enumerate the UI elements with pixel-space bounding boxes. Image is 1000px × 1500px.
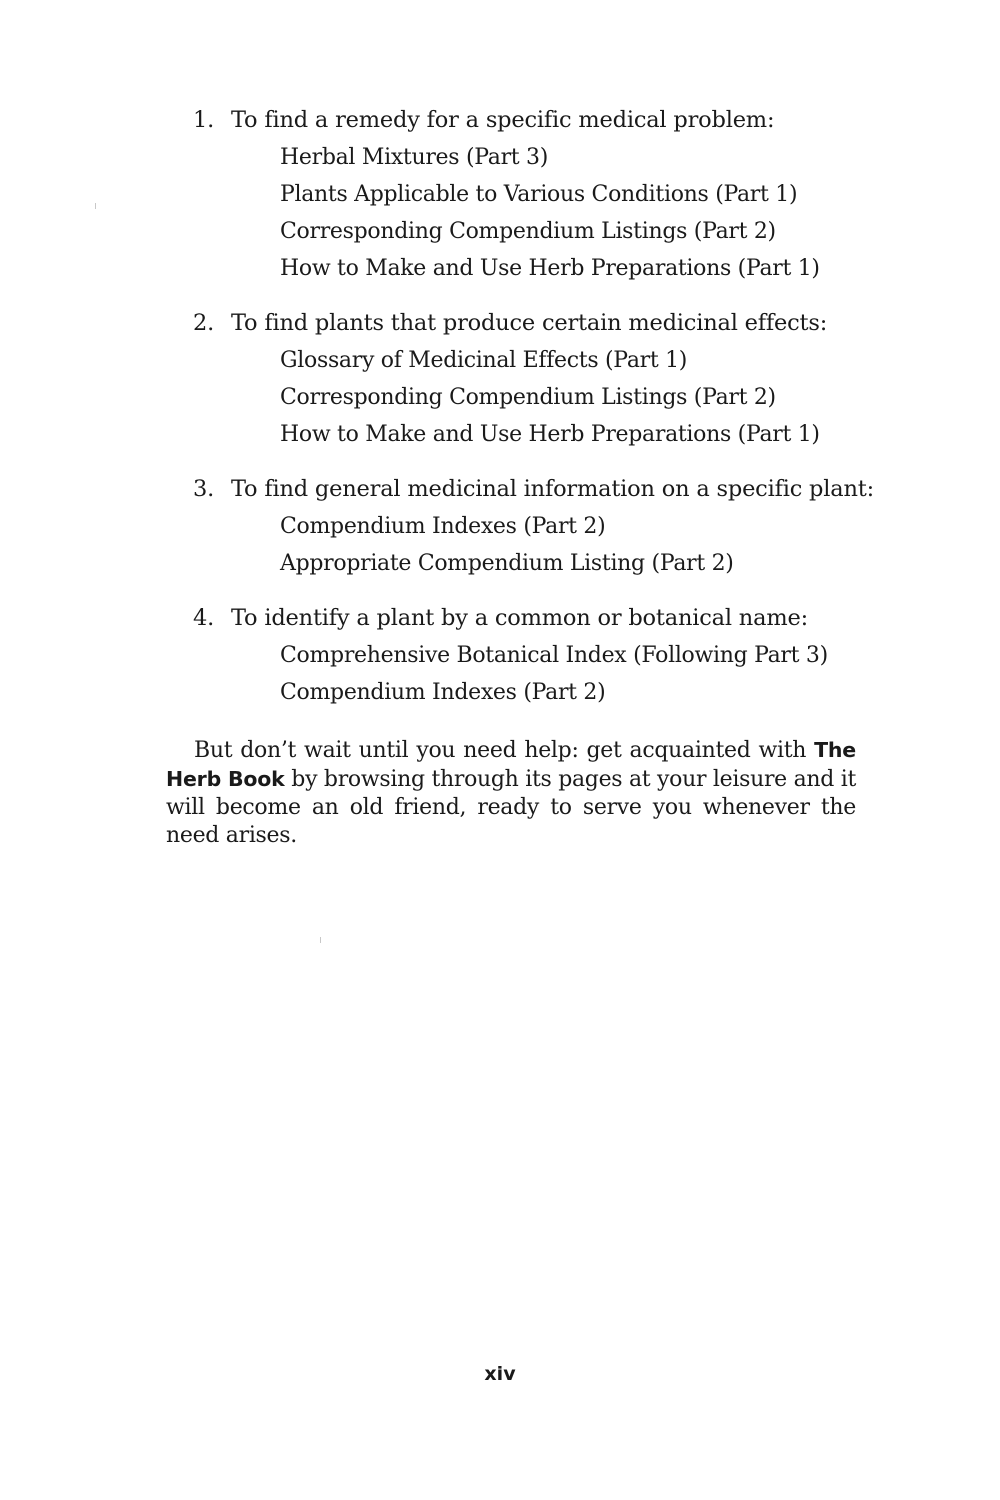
reference-item: Compendium Indexes (Part 2) [280,680,606,705]
book-title: The Herb Book [166,738,856,791]
step-heading [190,305,870,342]
reference-list [190,637,870,711]
guide-step-1 [190,102,870,287]
step-number: 1. [193,107,215,133]
step-heading [190,471,874,508]
closing-paragraph [166,736,856,850]
step-number: 4. [193,605,215,631]
step-heading-text: To find general medicinal information on a specific plant: [231,476,874,502]
reference-item: Corresponding Compendium Listings (Part 2) [280,385,776,410]
page-number: xiv [484,1363,516,1385]
usage-guide-list [190,102,874,729]
reference-item: Compendium Indexes (Part 2) [280,514,606,539]
step-heading-text: To find a remedy for a specific medical problem: [231,107,775,133]
reference-item: Herbal Mixtures (Part 3) [280,145,548,170]
step-number: 2. [193,310,215,336]
scan-speck [95,203,96,209]
reference-item: Plants Applicable to Various Conditions (Part 1) [280,182,798,207]
reference-item: Comprehensive Botanical Index (Following Part 3) [280,643,828,668]
reference-item: Appropriate Compendium Listing (Part 2) [280,551,734,576]
reference-list [190,508,870,582]
guide-step-2 [190,305,870,453]
step-heading [190,102,870,139]
reference-list [190,342,870,453]
reference-item: How to Make and Use Herb Preparations (Part 1) [280,422,820,447]
guide-step-3 [190,471,874,582]
step-heading-text: To identify a plant by a common or botanical name: [231,605,808,631]
closing-text-start: But don’t wait until you need help: get acquainted with [194,738,815,763]
step-heading-text: To find plants that produce certain medicinal effects: [231,310,828,336]
guide-step-4 [190,600,870,711]
reference-item: Corresponding Compendium Listings (Part 2) [280,219,776,244]
reference-item: How to Make and Use Herb Preparations (Part 1) [280,256,820,281]
step-heading [190,600,870,637]
scan-speck [320,937,321,943]
reference-item: Glossary of Medicinal Effects (Part 1) [280,348,688,373]
reference-list [190,139,870,287]
step-number: 3. [193,476,215,502]
closing-text-end: by browsing through its pages at your leisure and it will become an old friend, ready to serve you whenever the need arises. [166,767,857,848]
